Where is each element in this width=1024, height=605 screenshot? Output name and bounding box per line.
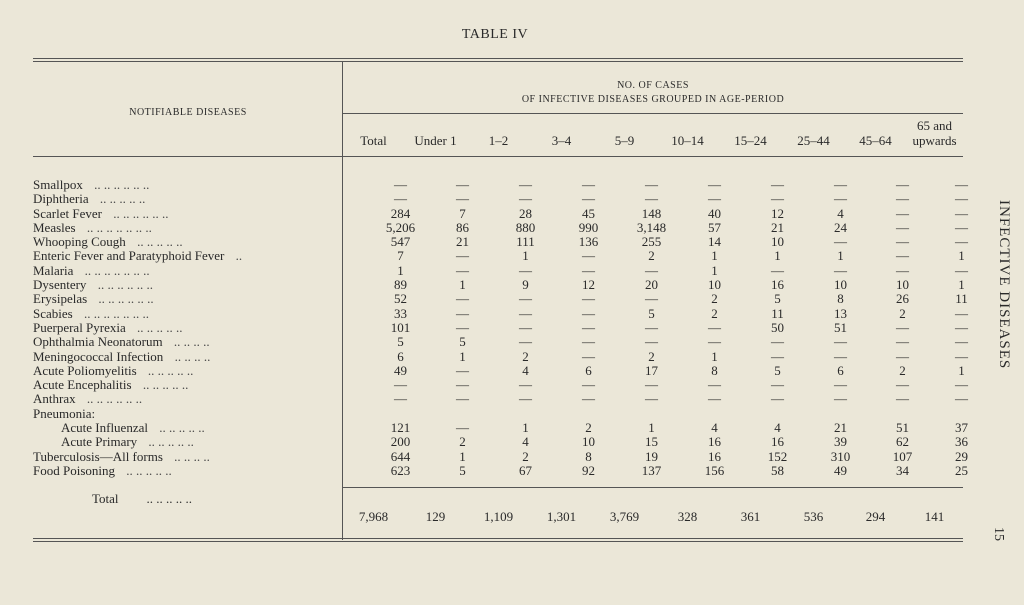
- cell-value: 14: [708, 234, 721, 250]
- cell-value: 7: [459, 205, 466, 221]
- cell-value: —: [645, 262, 658, 278]
- table-row: [33, 221, 990, 235]
- cell-value: 255: [641, 234, 662, 250]
- cell-value: —: [645, 177, 658, 192]
- cell-value: —: [645, 291, 658, 307]
- cell-value: —: [645, 391, 658, 407]
- cell-value: —: [519, 262, 532, 278]
- cell-value: 136: [578, 234, 599, 250]
- cell-value: 2: [711, 305, 718, 321]
- cell-value: [872, 407, 933, 421]
- cell-value: —: [582, 377, 595, 393]
- cell-value: 10: [771, 234, 784, 250]
- cell-value: —: [771, 391, 784, 407]
- cell-value: —: [582, 248, 595, 264]
- cell-value: 137: [641, 462, 662, 478]
- total-rule: [343, 487, 963, 488]
- cell-value: 152: [767, 448, 788, 464]
- cell-value: 5: [648, 305, 655, 321]
- cell-value: 67: [519, 462, 532, 478]
- cell-value: 33: [394, 305, 407, 321]
- cell-value: —: [645, 377, 658, 393]
- cell-value: 10: [582, 434, 595, 450]
- cell-value: 2: [648, 348, 655, 364]
- cell-value: [746, 407, 809, 421]
- side-title: INFECTIVE DISEASES: [996, 200, 1012, 370]
- cell-value: 7: [397, 248, 404, 264]
- disease-name: Smallpox .. .. .. .. .. ..: [33, 177, 150, 192]
- cell-value: 34: [896, 462, 909, 478]
- cell-value: —: [456, 191, 469, 207]
- cell-value: 8: [585, 448, 592, 464]
- cell-value: 49: [834, 462, 847, 478]
- table-row: [33, 364, 990, 378]
- cell-value: —: [519, 334, 532, 350]
- cell-value: —: [896, 377, 909, 393]
- cell-value: —: [834, 377, 847, 393]
- cell-value: —: [896, 334, 909, 350]
- table-row: [33, 464, 990, 478]
- cell-value: —: [519, 291, 532, 307]
- column-header: 15–24: [734, 133, 767, 148]
- cell-value: 6: [397, 348, 404, 364]
- cell-value: —: [519, 391, 532, 407]
- bottom-rule: [33, 538, 963, 539]
- table-row: [33, 450, 990, 464]
- age-period-header: OF INFECTIVE DISEASES GROUPED IN AGE-PERIOD: [521, 94, 785, 105]
- cell-value: 11: [955, 291, 968, 307]
- cell-value: —: [708, 334, 721, 350]
- cell-value: —: [456, 248, 469, 264]
- cell-value: 1: [459, 348, 466, 364]
- cell-value: 51: [834, 319, 847, 335]
- cell-value: —: [834, 391, 847, 407]
- cell-value: 11: [771, 305, 784, 321]
- total-value: 129: [425, 509, 446, 524]
- cell-value: 2: [522, 348, 529, 364]
- cell-value: —: [582, 319, 595, 335]
- table-row: [33, 178, 990, 192]
- cell-value: —: [955, 262, 968, 278]
- disease-name: Ophthalmia Neonatorum .. .. .. ..: [33, 334, 210, 350]
- cell-value: —: [771, 348, 784, 364]
- cell-value: [557, 407, 620, 421]
- cell-value: —: [896, 248, 909, 264]
- cell-value: —: [896, 234, 909, 250]
- cell-value: [683, 407, 746, 421]
- disease-name: Acute Primary .. .. .. .. ..: [61, 434, 194, 450]
- column-header: 5–9: [614, 133, 635, 148]
- cell-value: 107: [892, 448, 913, 464]
- top-rule: [33, 58, 963, 59]
- disease-name: Food Poisoning .. .. .. .. ..: [33, 462, 172, 478]
- cell-value: —: [519, 305, 532, 321]
- cell-value: —: [456, 319, 469, 335]
- cell-value: 10: [896, 277, 909, 293]
- cell-value: [809, 407, 872, 421]
- cell-value: —: [955, 205, 968, 221]
- cell-value: —: [456, 177, 469, 192]
- cell-value: 1: [397, 262, 404, 278]
- table-row: [33, 278, 990, 292]
- table-row: [33, 392, 990, 406]
- cell-value: 89: [394, 277, 407, 293]
- disease-table: [33, 178, 990, 478]
- cell-value: 16: [771, 434, 784, 450]
- cell-value: 1: [711, 348, 718, 364]
- disease-name: Puerperal Pyrexia .. .. .. .. ..: [33, 319, 183, 335]
- top-rule-2: [33, 61, 963, 62]
- cell-value: 1: [837, 248, 844, 264]
- cell-value: —: [456, 391, 469, 407]
- cell-value: —: [896, 262, 909, 278]
- cell-value: —: [394, 377, 407, 393]
- cell-value: 1: [958, 248, 965, 264]
- cell-value: 6: [585, 362, 592, 378]
- cell-value: —: [955, 377, 968, 393]
- cell-value: —: [896, 391, 909, 407]
- cell-value: 156: [704, 462, 725, 478]
- disease-name: Meningococcal Infection .. .. .. ..: [33, 348, 211, 364]
- cell-value: 4: [711, 420, 718, 436]
- table-row: [33, 378, 990, 392]
- cell-value: —: [708, 391, 721, 407]
- cell-value: 10: [834, 277, 847, 293]
- cell-value: 2: [899, 362, 906, 378]
- cell-value: —: [582, 262, 595, 278]
- table-row: [33, 307, 990, 321]
- cell-value: —: [834, 234, 847, 250]
- cell-value: —: [582, 291, 595, 307]
- cell-value: 2: [899, 305, 906, 321]
- cell-value: 1: [711, 248, 718, 264]
- cell-value: 12: [771, 205, 784, 221]
- disease-name: Tuberculosis—All forms .. .. .. ..: [33, 448, 210, 464]
- disease-name: Erysipelas .. .. .. .. .. ..: [33, 291, 154, 307]
- cell-value: 4: [774, 420, 781, 436]
- cell-value: 880: [515, 219, 536, 235]
- cell-value: 51: [896, 420, 909, 436]
- cell-value: [620, 407, 683, 421]
- column-header: 10–14: [671, 133, 704, 148]
- cell-value: [431, 407, 494, 421]
- cell-value: —: [394, 177, 407, 192]
- cell-value: 101: [390, 319, 411, 335]
- disease-name: Malaria .. .. .. .. .. .. ..: [33, 262, 150, 278]
- total-value: 7,968: [358, 509, 389, 524]
- cell-value: —: [955, 219, 968, 235]
- cell-value: —: [896, 348, 909, 364]
- cell-value: 121: [390, 420, 411, 436]
- cell-value: —: [834, 177, 847, 192]
- table-row: [33, 407, 990, 421]
- disease-name: Measles .. .. .. .. .. .. ..: [33, 219, 152, 235]
- cell-value: 4: [837, 205, 844, 221]
- cell-value: 25: [955, 462, 968, 478]
- header-bottom-rule: [33, 156, 963, 157]
- cell-value: 45: [582, 205, 595, 221]
- total-value: 1,301: [546, 509, 577, 524]
- cell-value: 1: [711, 262, 718, 278]
- cell-value: 5: [774, 291, 781, 307]
- cell-value: —: [456, 377, 469, 393]
- cell-value: 58: [771, 462, 784, 478]
- cell-value: 17: [645, 362, 658, 378]
- column-header: Under 1: [414, 133, 457, 148]
- disease-name: Enteric Fever and Paratyphoid Fever ..: [33, 248, 243, 264]
- total-value: 294: [865, 509, 886, 524]
- table-row: [33, 292, 990, 306]
- cell-value: 9: [522, 277, 529, 293]
- cell-value: —: [955, 348, 968, 364]
- total-value: 1,109: [483, 509, 514, 524]
- cell-value: 2: [459, 434, 466, 450]
- cell-value: [494, 407, 557, 421]
- cell-value: —: [955, 177, 968, 192]
- cell-value: 2: [522, 448, 529, 464]
- cell-value: —: [955, 191, 968, 207]
- table-title: TABLE IV: [461, 27, 529, 42]
- table-row: [33, 207, 990, 221]
- cell-value: —: [896, 319, 909, 335]
- table-row: [33, 421, 990, 435]
- cell-value: 15: [645, 434, 658, 450]
- cell-value: —: [834, 334, 847, 350]
- cell-value: —: [582, 191, 595, 207]
- cell-value: 16: [708, 434, 721, 450]
- cell-value: 21: [456, 234, 469, 250]
- disease-name: Anthrax .. .. .. .. .. ..: [33, 391, 143, 407]
- cell-value: 5: [774, 362, 781, 378]
- cell-value: 16: [708, 448, 721, 464]
- notifiable-diseases-header: NOTIFIABLE DISEASES: [129, 107, 247, 118]
- cell-value: —: [771, 262, 784, 278]
- disease-name: Scabies .. .. .. .. .. .. ..: [33, 305, 149, 321]
- total-value: 141: [924, 509, 945, 524]
- cell-value: —: [456, 305, 469, 321]
- cell-value: —: [771, 377, 784, 393]
- total-value: 3,769: [609, 509, 640, 524]
- cell-value: —: [771, 177, 784, 192]
- no-of-cases-header: NO. OF CASES: [617, 80, 689, 91]
- cell-value: —: [708, 177, 721, 192]
- table-row: [33, 335, 990, 349]
- cell-value: —: [456, 420, 469, 436]
- cell-value: 111: [516, 234, 535, 250]
- cell-value: —: [519, 177, 532, 192]
- cell-value: 40: [708, 205, 721, 221]
- table-row: [33, 249, 990, 263]
- column-header: 65 and upwards: [912, 118, 957, 148]
- bottom-rule-2: [33, 541, 963, 542]
- cell-value: —: [519, 377, 532, 393]
- cell-value: —: [645, 191, 658, 207]
- cell-value: 1: [958, 362, 965, 378]
- cell-value: 5: [459, 334, 466, 350]
- cell-value: —: [834, 191, 847, 207]
- cell-value: 5: [397, 334, 404, 350]
- cell-value: —: [645, 334, 658, 350]
- cell-value: 200: [390, 434, 411, 450]
- cell-value: 21: [771, 219, 784, 235]
- cell-value: 52: [394, 291, 407, 307]
- table-row: [33, 192, 990, 206]
- cell-value: —: [645, 319, 658, 335]
- cell-value: 1: [648, 420, 655, 436]
- cell-value: 1: [774, 248, 781, 264]
- cell-value: 310: [830, 448, 851, 464]
- cell-value: 10: [708, 277, 721, 293]
- cell-value: —: [708, 191, 721, 207]
- cell-value: 3,148: [636, 219, 667, 235]
- cell-value: 1: [522, 420, 529, 436]
- table-row: [33, 235, 990, 249]
- cell-value: —: [955, 391, 968, 407]
- cell-value: —: [834, 348, 847, 364]
- cell-value: 13: [834, 305, 847, 321]
- cell-value: —: [771, 191, 784, 207]
- cell-value: —: [456, 362, 469, 378]
- cell-value: 8: [711, 362, 718, 378]
- disease-name: Dysentery .. .. .. .. .. ..: [33, 277, 153, 293]
- cell-value: 2: [648, 248, 655, 264]
- total-value: 361: [740, 509, 761, 524]
- group-header-rule: [343, 113, 963, 114]
- cell-value: 12: [582, 277, 595, 293]
- disease-name: Acute Influenzal .. .. .. .. ..: [61, 420, 205, 436]
- cell-value: 24: [834, 219, 847, 235]
- disease-name: Scarlet Fever .. .. .. .. .. ..: [33, 205, 169, 221]
- cell-value: 20: [645, 277, 658, 293]
- cell-value: —: [582, 305, 595, 321]
- cell-value: —: [456, 291, 469, 307]
- column-header: 3–4: [551, 133, 572, 148]
- cell-value: —: [519, 319, 532, 335]
- column-header: 45–64: [859, 133, 892, 148]
- disease-name: Acute Poliomyelitis .. .. .. .. ..: [33, 362, 194, 378]
- cell-value: —: [896, 205, 909, 221]
- cell-value: [933, 407, 990, 421]
- cell-value: 36: [955, 434, 968, 450]
- column-header: Total: [360, 133, 387, 148]
- cell-value: 284: [390, 205, 411, 221]
- column-header: 25–44: [797, 133, 830, 148]
- cell-value: 1: [459, 448, 466, 464]
- cell-value: 16: [771, 277, 784, 293]
- cell-value: —: [519, 191, 532, 207]
- cell-value: 5: [459, 462, 466, 478]
- cell-value: 19: [645, 448, 658, 464]
- cell-value: —: [394, 391, 407, 407]
- page-number: 15: [991, 527, 1006, 541]
- cell-value: 8: [837, 291, 844, 307]
- cell-value: 26: [896, 291, 909, 307]
- cell-value: 2: [711, 291, 718, 307]
- cell-value: 28: [519, 205, 532, 221]
- cell-value: —: [708, 377, 721, 393]
- cell-value: —: [582, 391, 595, 407]
- cell-value: 4: [522, 362, 529, 378]
- cell-value: 49: [394, 362, 407, 378]
- cell-value: —: [708, 319, 721, 335]
- cell-value: 1: [522, 248, 529, 264]
- cell-value: 21: [834, 420, 847, 436]
- table-row: [33, 264, 990, 278]
- cell-value: —: [834, 262, 847, 278]
- cell-value: —: [896, 191, 909, 207]
- cell-value: 86: [456, 219, 469, 235]
- disease-name: Whooping Cough .. .. .. .. ..: [33, 234, 183, 250]
- table-row: [33, 350, 990, 364]
- cell-value: 37: [955, 420, 968, 436]
- cell-value: 4: [522, 434, 529, 450]
- total-value: 536: [803, 509, 824, 524]
- cell-value: 990: [578, 219, 599, 235]
- cell-value: 50: [771, 319, 784, 335]
- cell-value: 39: [834, 434, 847, 450]
- table-row: [33, 435, 990, 449]
- disease-name: Acute Encephalitis .. .. .. .. ..: [33, 377, 189, 393]
- cell-value: 57: [708, 219, 721, 235]
- cell-value: —: [955, 319, 968, 335]
- cell-value: 644: [390, 448, 411, 464]
- cell-value: —: [582, 334, 595, 350]
- cell-value: [370, 407, 431, 421]
- cell-value: —: [955, 234, 968, 250]
- table-row: [33, 321, 990, 335]
- total-label: Total .. .. .. .. ..: [92, 491, 193, 506]
- disease-name: Pneumonia:: [33, 405, 96, 421]
- cell-value: 92: [582, 462, 595, 478]
- total-value: 328: [677, 509, 698, 524]
- cell-value: 2: [585, 420, 592, 436]
- cell-value: 6: [837, 362, 844, 378]
- cell-value: —: [582, 348, 595, 364]
- cell-value: 1: [958, 277, 965, 293]
- cell-value: 5,206: [385, 219, 416, 235]
- cell-value: 148: [641, 205, 662, 221]
- cell-value: —: [955, 334, 968, 350]
- cell-value: —: [896, 219, 909, 235]
- cell-value: 62: [896, 434, 909, 450]
- cell-value: —: [456, 262, 469, 278]
- cell-value: —: [394, 191, 407, 207]
- disease-name: Diphtheria .. .. .. .. ..: [33, 191, 146, 207]
- cell-value: —: [582, 177, 595, 192]
- cell-value: 29: [955, 448, 968, 464]
- cell-value: —: [896, 177, 909, 192]
- cell-value: 547: [390, 234, 411, 250]
- cell-value: —: [955, 305, 968, 321]
- cell-value: 1: [459, 277, 466, 293]
- cell-value: —: [771, 334, 784, 350]
- cell-value: 623: [390, 462, 411, 478]
- column-header: 1–2: [488, 133, 509, 148]
